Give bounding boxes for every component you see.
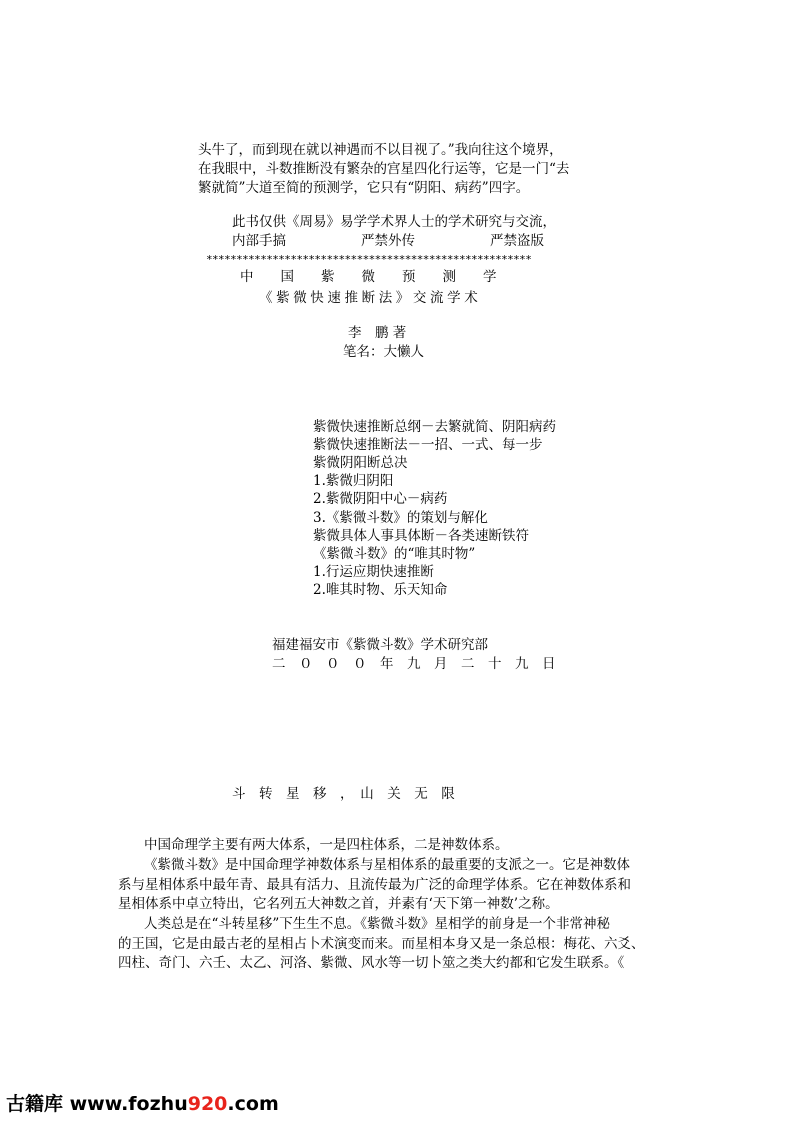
section-title: 斗 转 星 移 ， 山 关 无 限 (232, 786, 455, 802)
watermark-url-prefix: www.fozhu (63, 1093, 188, 1115)
toc-item: 紫微阴阳断总决 (313, 455, 408, 471)
body-line: 系与星相体系中最年青、最具有活力、且流传最为广泛的命理学体系。它在神数体系和 (118, 877, 631, 893)
toc-item: 2.唯其时物、乐天知命 (313, 582, 448, 598)
site-watermark (6, 1089, 279, 1116)
toc-item: 2.紫微阴阳中心－病药 (313, 491, 448, 507)
toc-item: 1.行运应期快速推断 (313, 564, 434, 580)
body-line: 的王国，它是由最古老的星相占卜术演变而来。而星相本身又是一条总根：梅花、六爻、 (118, 936, 645, 952)
notice-item-no-piracy: 严禁盗版 (490, 233, 544, 249)
toc-item: 3.《紫微斗数》的策划与解化 (313, 510, 488, 526)
title-line-2: 《紫微快速推断法》交流学术 (259, 290, 482, 306)
body-line: 星相体系中卓立特出，它名列五大神数之首，并素有‘天下第一神数’之称。 (118, 896, 559, 912)
notice-item-no-spread: 严禁外传 (361, 233, 415, 249)
stars-divider: ****************************************************** (206, 253, 532, 266)
body-line: 人类总是在“斗转星移”下生生不息。《紫微斗数》星相学的前身是一个非常神秘 (144, 916, 611, 932)
title-line-1: 中 国 紫 微 预 测 学 (240, 269, 497, 285)
toc-item: 紫微具体人事具体断－各类速断铁符 (313, 528, 529, 544)
toc-item: 紫微快速推断法－一招、一式、每一步 (313, 437, 543, 453)
body-line: 《紫微斗数》是中国命理学神数体系与星相体系的最重要的支派之一。它是神数体 (144, 857, 630, 873)
intro-line-2: 在我眼中，斗数推断没有繁杂的宫星四化行运等，它是一门“去 (198, 161, 570, 177)
toc-item: 紫微快速推断总纲－去繁就简、阴阳病药 (313, 419, 556, 435)
intro-line-3: 繁就简”大道至简的预测学，它只有“阴阳、病药”四字。 (198, 180, 530, 196)
publisher-org: 福建福安市《紫微斗数》学术研究部 (272, 637, 488, 653)
watermark-url-suffix: .com (227, 1093, 279, 1115)
notice-item-internal: 内部手搞 (232, 233, 286, 249)
intro-line-1: 头牛了，而到现在就以神遇而不以目视了。”我向往这个境界， (198, 142, 563, 158)
watermark-url-number: 920 (187, 1093, 228, 1115)
body-line: 中国命理学主要有两大体系，一是四柱体系，二是神数体系。 (144, 837, 509, 853)
body-line: 四柱、奇门、六壬、太乙、河洛、紫微、风水等一切卜筮之类大约都和它发生联系。《 (118, 955, 625, 971)
toc-item: 1.紫微归阴阳 (313, 473, 394, 489)
publisher-date: 二 ０ ０ ０ 年 九 月 二 十 九 日 (272, 656, 556, 672)
pen-name: 笔名：大懒人 (343, 344, 424, 360)
notice-line: 此书仅供《周易》易学学术界人士的学术研究与交流， (232, 214, 556, 230)
watermark-brand: 古籍库 (6, 1093, 64, 1115)
author: 李 鹏 著 (348, 325, 407, 341)
toc-item: 《紫微斗数》的“唯其时物” (313, 546, 476, 562)
